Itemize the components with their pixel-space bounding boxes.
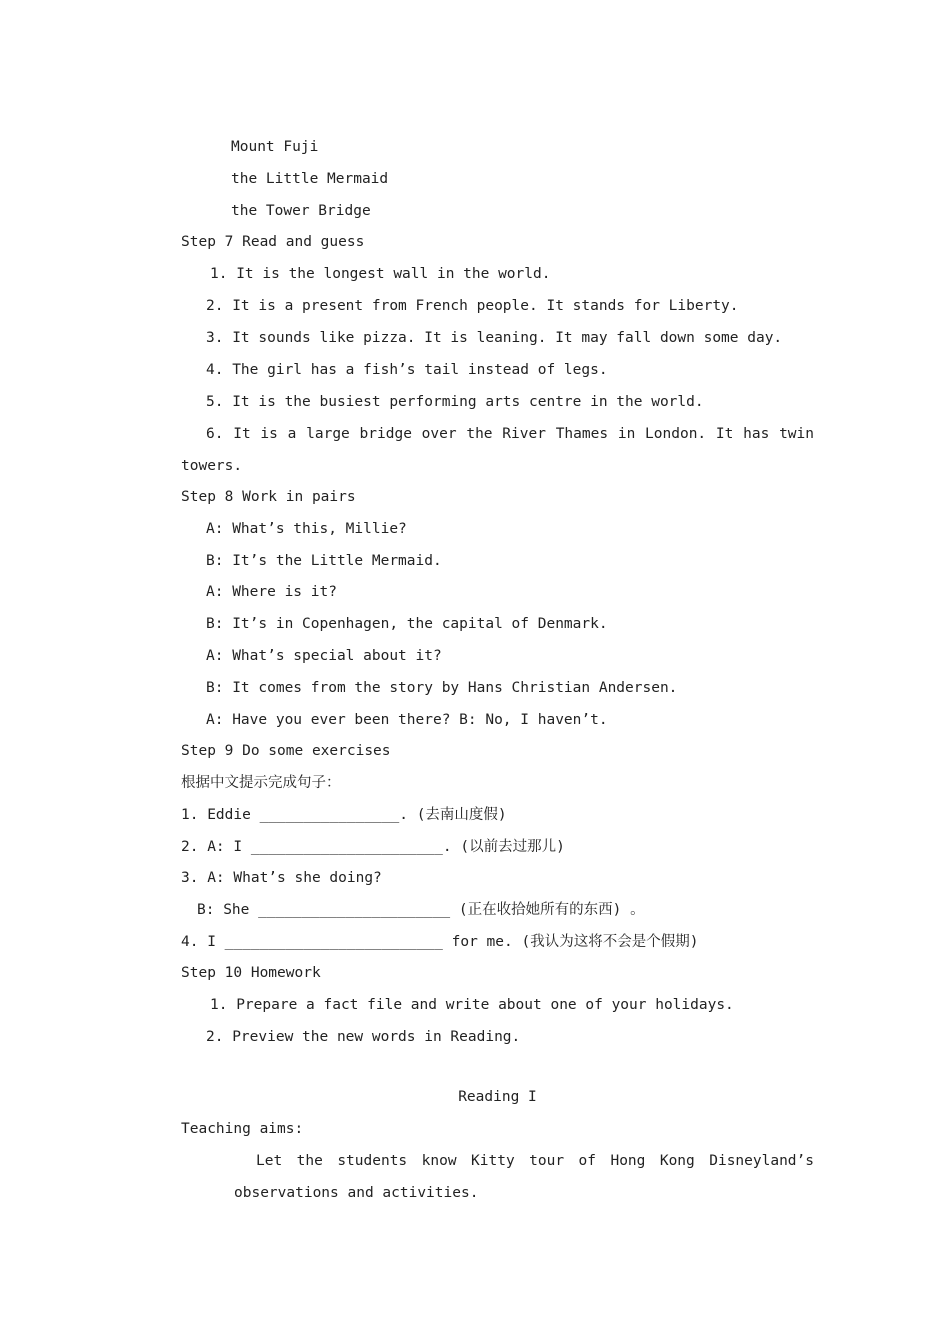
step7-item: 5. It is the busiest performing arts centre in the world. bbox=[206, 394, 704, 410]
place-item: Mount Fuji bbox=[231, 139, 319, 155]
exercise-item: 1. Eddie ________________. (去南山度假) bbox=[181, 807, 507, 823]
step10-heading: Step 10 Homework bbox=[181, 965, 321, 981]
teaching-aims-text-continued: observations and activities. bbox=[234, 1185, 479, 1201]
dialogue-line: B: It’s the Little Mermaid. bbox=[206, 553, 442, 569]
step8-heading: Step 8 Work in pairs bbox=[181, 489, 356, 505]
step7-heading: Step 7 Read and guess bbox=[181, 234, 365, 250]
dialogue-line: A: What’s special about it? bbox=[206, 648, 442, 664]
step7-item: 2. It is a present from French people. It stands for Liberty. bbox=[206, 298, 739, 314]
teaching-aims-label: Teaching aims: bbox=[181, 1121, 304, 1137]
exercise-item: 3. A: What’s she doing? bbox=[181, 870, 382, 886]
dialogue-line: A: Have you ever been there? B: No, I haven’t. bbox=[206, 712, 608, 728]
exercise-item: 4. I _________________________ for me. (我认为这将不会是个假期) bbox=[181, 934, 699, 950]
step7-item: 1. It is the longest wall in the world. bbox=[210, 266, 551, 282]
dialogue-line: A: What’s this, Millie? bbox=[206, 521, 407, 537]
dialogue-line: B: It comes from the story by Hans Christian Andersen. bbox=[206, 680, 678, 696]
step7-item-continued: towers. bbox=[181, 458, 243, 474]
homework-item: 2. Preview the new words in Reading. bbox=[206, 1029, 521, 1045]
section-title: Reading I bbox=[458, 1089, 537, 1105]
step7-item: 6. It is a large bridge over the River Thames in London. It has twin bbox=[206, 426, 814, 442]
exercise-item: B: She ______________________ (正在收拾她所有的东西) 。 bbox=[197, 902, 645, 918]
homework-item: 1. Prepare a fact file and write about one of your holidays. bbox=[210, 997, 734, 1013]
place-item: the Little Mermaid bbox=[231, 171, 389, 187]
step9-heading: Step 9 Do some exercises bbox=[181, 743, 391, 759]
dialogue-line: B: It’s in Copenhagen, the capital of Denmark. bbox=[206, 616, 608, 632]
step9-instruction: 根据中文提示完成句子： bbox=[181, 775, 341, 791]
step7-item: 4. The girl has a fish’s tail instead of legs. bbox=[206, 362, 608, 378]
step7-item: 3. It sounds like pizza. It is leaning. It may fall down some day. bbox=[206, 330, 783, 346]
exercise-item: 2. A: I ______________________. (以前去过那儿) bbox=[181, 839, 565, 855]
dialogue-line: A: Where is it? bbox=[206, 584, 337, 600]
place-item: the Tower Bridge bbox=[231, 203, 371, 219]
teaching-aims-text: Let the students know Kitty tour of Hong Kong Disneyland’s bbox=[256, 1153, 814, 1169]
